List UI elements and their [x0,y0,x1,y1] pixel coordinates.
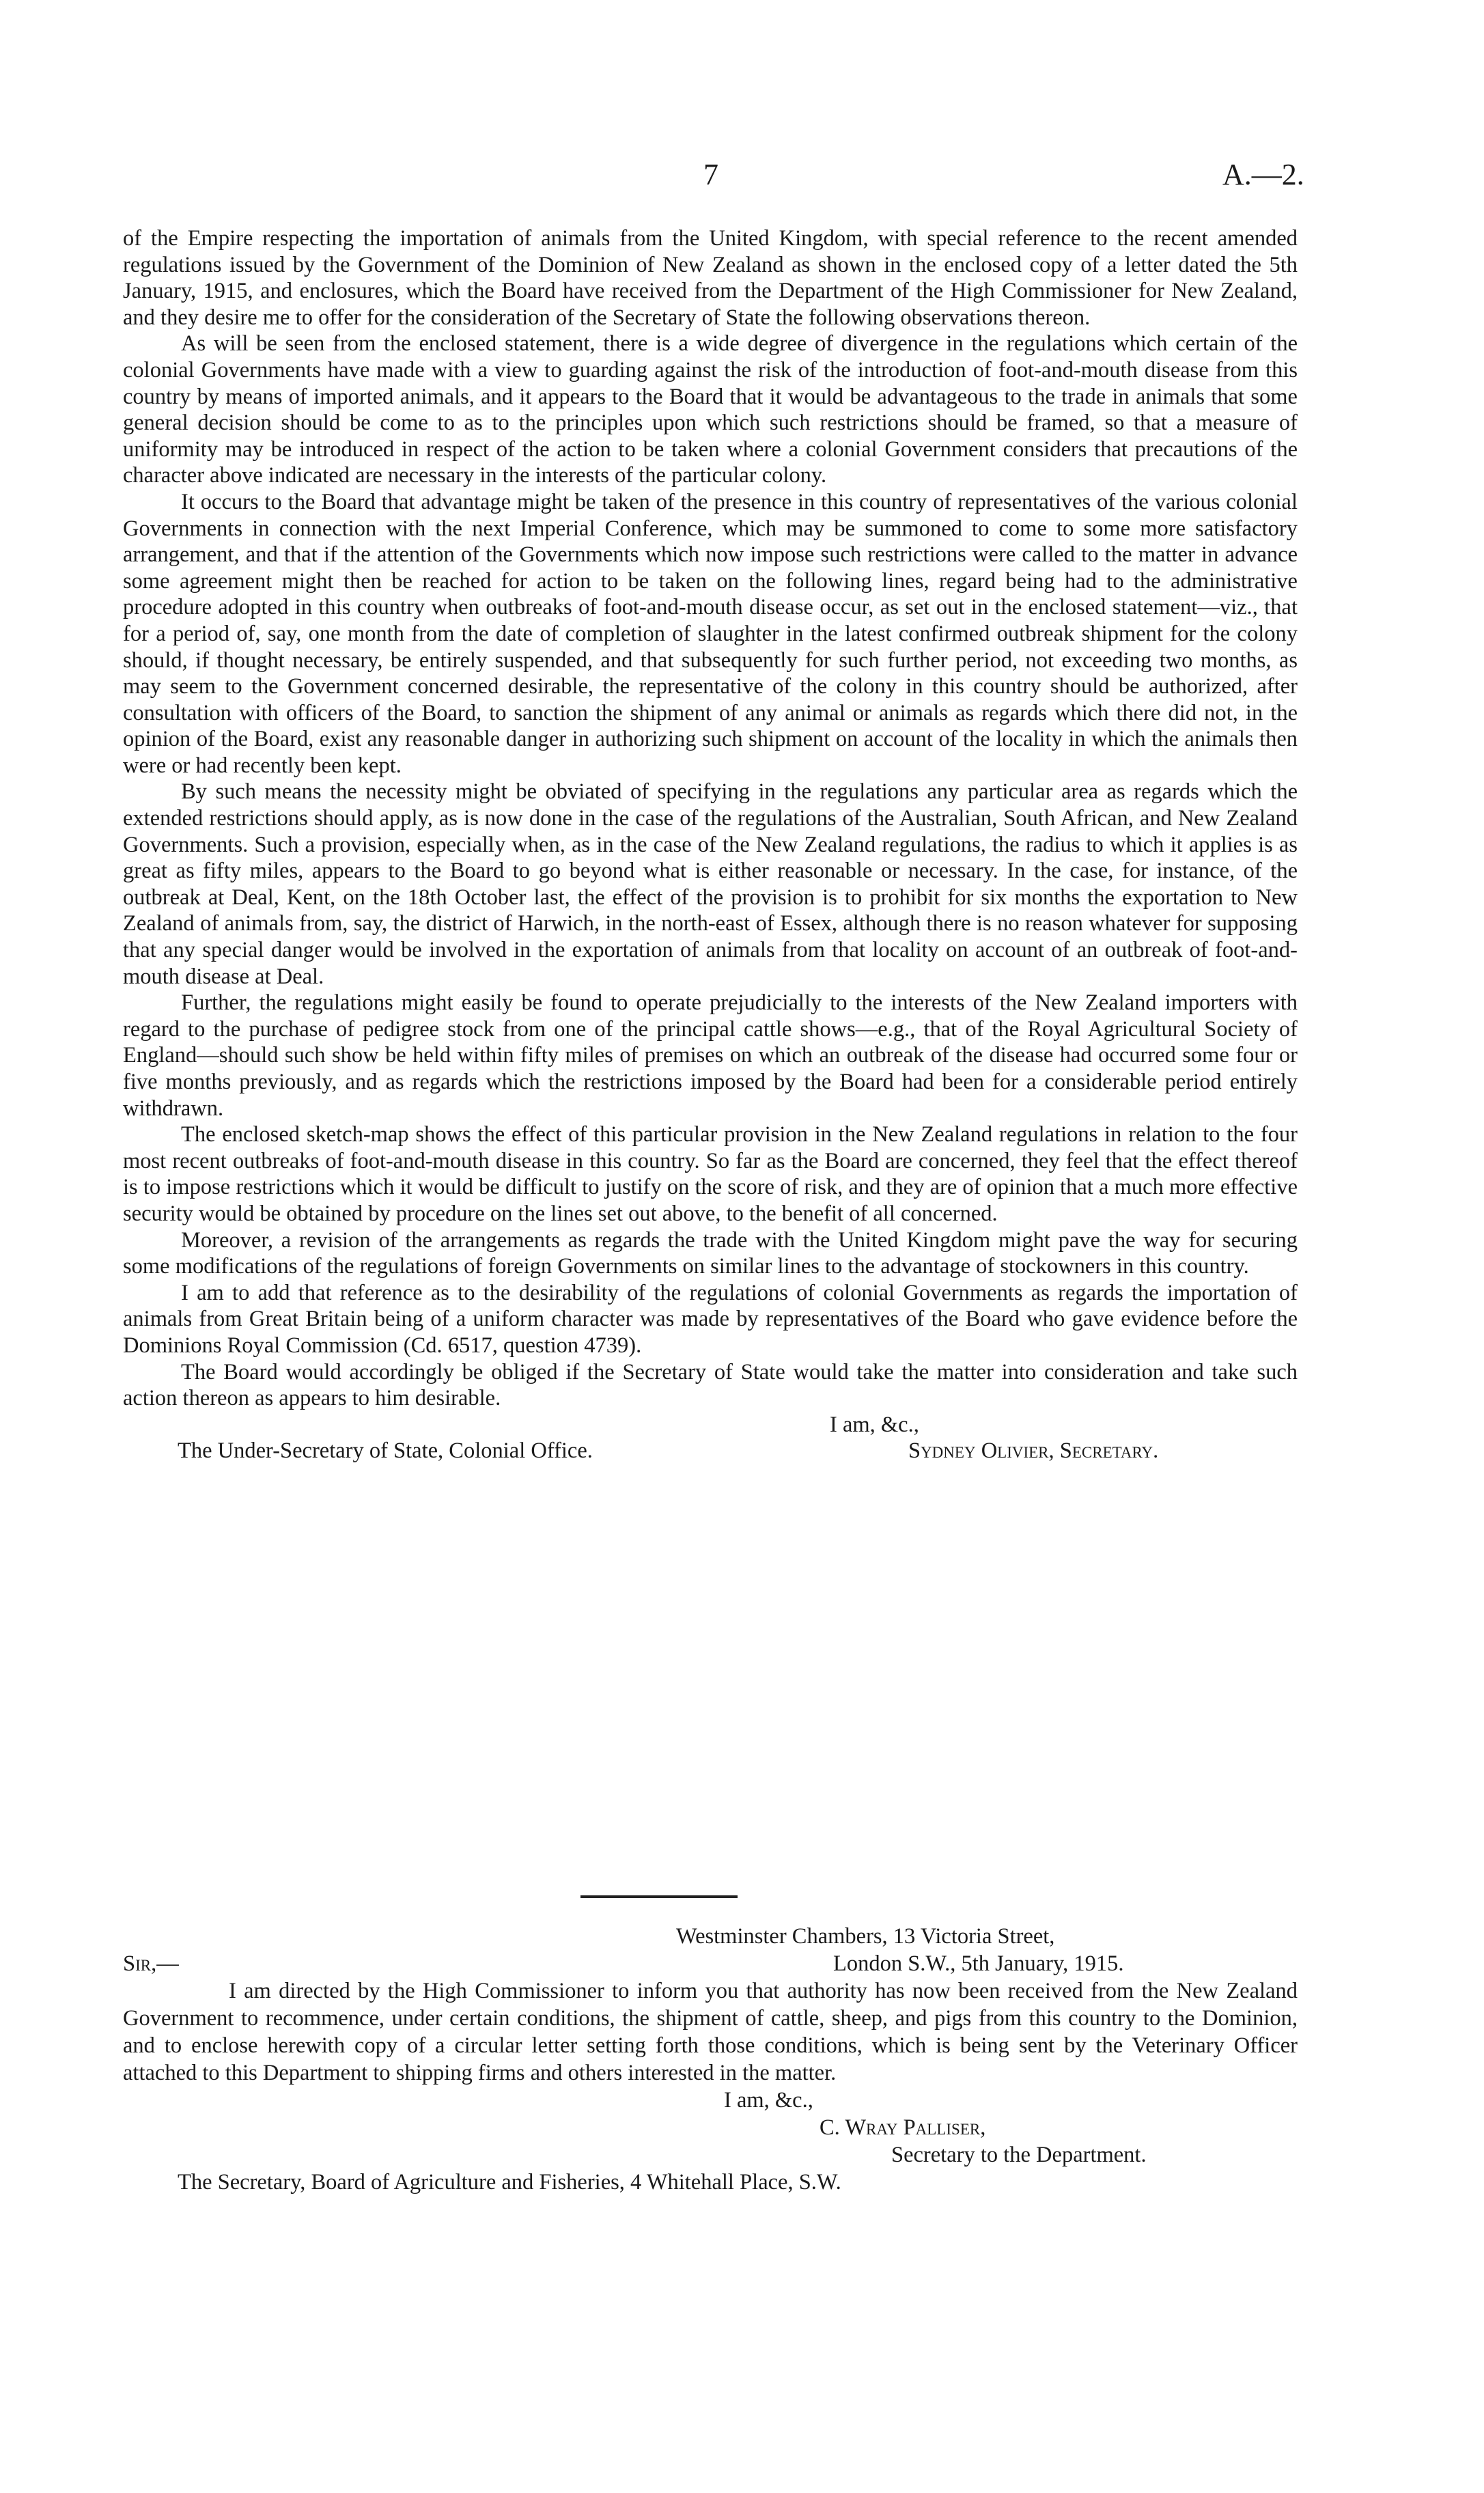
salutation-line [123,1950,1298,1977]
signatory-title-line [123,2141,1298,2169]
salutation: Sir,— [123,1951,179,1976]
paragraph: The enclosed sketch-map shows the effect of this particular provision in the New Zealand regulations in relation to the four most recent outbreaks of foot-and-mouth disease in this country. So far as the Board are concerned, they feel that the effect thereof is to impose restrictions which it would be difficult to justify on the score of risk, and they are of opinion that a much more effective security would be obtained by procedure on the lines set out above, to the benefit of all concerned. [123,1122,1298,1226]
paragraph: of the Empire respecting the importation of animals from the United Kingdom, with special reference to the recent amended regulations issued by the Government of the Dominion of New Zealand as shown in the enclosed copy of a letter dated the 5th January, 1915, and enclosures, which the Board have received from the Department of the High Commissioner for New Zealand, and they desire me to offer for the consideration of the Secretary of State the following observations thereon. [123,226,1298,330]
signatory: Sydney Olivier, Secretary. [908,1438,1159,1464]
addressee: The Under-Secretary of State, Colonial Office. [178,1438,593,1464]
paragraph: I am to add that reference as to the desirability of the regulations of colonial Governments as regards the importation of animals from Great Britain being of a uniform character was made by representatives of the Board who gave evidence before the Dominions Royal Commission (Cd. 6517, question 4739). [123,1280,1298,1358]
addressee: The Secretary, Board of Agriculture and Fisheries, 4 Whitehall Place, S.W. [178,2170,841,2195]
letter-high-commissioner [123,1923,1298,2196]
signature-line [123,2114,1298,2141]
letter-board-of-agriculture [123,225,1298,1464]
closing: I am, &c., [830,1412,919,1437]
address-line: Westminster Chambers, 13 Victoria Street, [676,1924,1055,1949]
signature-line [123,1438,1298,1464]
paragraph: I am directed by the High Commissioner to inform you that authority has now been received from the New Zealand Government to recommence, under certain conditions, the shipment of cattle, sheep, and pigs from this country to the Dominion, and to enclose herewith copy of a circular letter setting forth those conditions, which is being sent by the Veterinary Officer attached to this Department to shipping firms and others interested in the matter. [123,1979,1298,2085]
paragraph: The Board would accordingly be obliged if the Secretary of State would take the matter into consideration and take such action thereon as appears to him desirable. [123,1359,1298,1411]
signatory: C. Wray Palliser, [820,2115,986,2140]
section-divider [580,1895,738,1898]
document-code: A.—2. [1222,158,1304,191]
paragraph: By such means the necessity might be obviated of specifying in the regulations any particular area as regards which the extended restrictions should apply, as is now done in the case of the regulations of the Australian, South African, and New Zealand Governments. Such a provision, especially when, as in the case of the New Zealand regulations, the radius to which it applies is as great as fifty miles, appears to the Board to go beyond what is either reasonable or necessary. In the case, for instance, of the outbreak at Deal, Kent, on the 18th October last, the effect of the provision is to prohibit for six months the exportation to New Zealand of animals from, say, the district of Harwich, in the north-east of Essex, although there is no reason whatever for supposing that any special danger would be involved in the exportation of animals from that locality on account of an outbreak of foot-and-mouth disease at Deal. [123,779,1298,989]
address-line: London S.W., 5th January, 1915. [833,1951,1124,1976]
paragraph: Moreover, a revision of the arrangements as regards the trade with the United Kingdom might pave the way for securing some modifications of the regulations of foreign Governments on similar lines to the advantage of stockowners in this country. [123,1227,1298,1279]
closing-line [123,2087,1298,2114]
closing: I am, &c., [724,2088,813,2113]
paragraph: It occurs to the Board that advantage might be taken of the presence in this country of representatives of the various colonial Governments in connection with the next Imperial Conference, which may be summoned to come to some more satisfactory arrangement, and that if the attention of the Governments which now impose such restrictions were called to the matter in advance some agreement might then be reached for action to be taken on the following lines, regard being had to the administrative procedure adopted in this country when outbreaks of foot-and-mouth disease occur, as set out in the enclosed statement—viz., that for a period of, say, one month from the date of completion of slaughter in the latest confirmed outbreak shipment for the colony should, if thought necessary, be entirely suspended, and that subsequently for such further period, not exceeding two months, as may seem to the Government concerned desirable, the representative of the colony in this country should be authorized, after consultation with officers of the Board, to sanction the shipment of any animal or animals as regards which there did not, in the opinion of the Board, exist any reasonable danger in authorizing such shipment on account of the locality in which the animals then were or had recently been kept. [123,489,1298,778]
paragraph: Further, the regulations might easily be found to operate prejudicially to the interests of the New Zealand importers with regard to the purchase of pedigree stock from one of the principal cattle shows—e.g., that of the Royal Agricultural Society of England—should such show be held within fifty miles of premises on which an outbreak of the disease had occurred some four or five months previously, and as regards which the restrictions imposed by the Board had been for a considerable period entirely withdrawn. [123,990,1298,1121]
paragraph: As will be seen from the enclosed statement, there is a wide degree of divergence in the regulations which certain of the colonial Governments have made with a view to guarding against the risk of the introduction of foot-and-mouth disease from this country by means of imported animals, and it appears to the Board that it would be advantageous to the trade in animals that some general decision should be come to as to the principles upon which such restrictions should be framed, so that a measure of uniformity may be introduced in respect of the action to be taken where a colonial Government considers that precautions of the character above indicated are necessary in the interests of the particular colony. [123,331,1298,488]
page-number: 7 [703,158,718,191]
signatory-title: Secretary to the Department. [891,2143,1147,2167]
page-header [0,157,1484,198]
addressee-line [123,2169,1298,2196]
